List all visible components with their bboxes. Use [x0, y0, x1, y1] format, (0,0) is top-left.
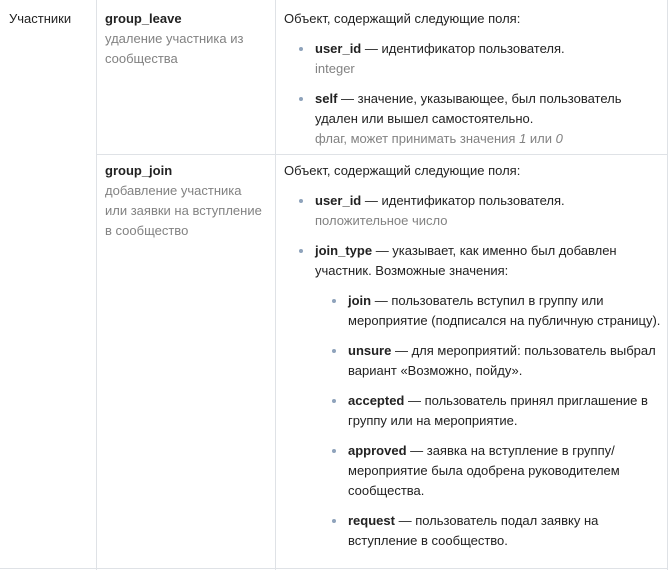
field-type-text: флаг, может принимать значения [315, 131, 520, 146]
value-list [315, 291, 664, 551]
field-type [315, 129, 664, 149]
list-item [315, 441, 664, 501]
list-item [284, 191, 664, 231]
field-description: — идентификатор пользователя. [361, 193, 565, 208]
field-type: положительное число [315, 213, 448, 228]
field-description: — значение, указывающее, был пользователь удален или вышел самостоятельно. [315, 91, 622, 126]
fields-intro: Объект, содержащий следующие поля: [284, 163, 521, 178]
table-row-event [105, 161, 265, 241]
value-name: unsure [348, 343, 392, 358]
field-name: user_id [315, 41, 362, 56]
value-description: — пользователь подал заявку на вступление в сообщество. [348, 513, 599, 548]
value-name: accepted [348, 393, 405, 408]
list-item [315, 341, 664, 381]
row-divider [0, 568, 668, 569]
table-row-fields [284, 9, 664, 149]
list-item [315, 291, 664, 331]
list-item [284, 89, 664, 149]
event-description: удаление участника из сообщества [105, 31, 244, 66]
event-description: добавление участника или заявки на вступление в сообщество [105, 183, 262, 238]
field-type-text: или [526, 131, 556, 146]
list-item [315, 391, 664, 431]
field-name: user_id [315, 193, 362, 208]
value-description: — заявка на вступление в группу/мероприятие была одобрена руководителем сообщества. [348, 443, 620, 498]
list-item [284, 241, 664, 551]
table-row-event [105, 9, 270, 69]
field-list [284, 39, 664, 149]
field-name: join_type [315, 243, 373, 258]
value-description: — для мероприятий: пользователь выбрал вариант «Возможно, пойду». [348, 343, 656, 378]
table-row-fields [284, 161, 664, 551]
value-description: — пользователь вступил в группу или мероприятие (подписался на публичную страницу). [348, 293, 661, 328]
section-label: Участники [9, 11, 72, 26]
column-divider [275, 0, 276, 570]
value-name: join [348, 293, 372, 308]
value-name: request [348, 513, 395, 528]
field-type-value: 1 [519, 131, 527, 146]
value-name: approved [348, 443, 407, 458]
field-description: — идентификатор пользователя. [361, 41, 565, 56]
field-description: — указывает, как именно был добавлен участник. Возможные значения: [315, 243, 617, 278]
field-name: self [315, 91, 338, 106]
field-type: integer [315, 61, 355, 76]
row-divider [96, 154, 668, 155]
field-type-value: 0 [555, 131, 563, 146]
event-name: group_leave [105, 11, 182, 26]
event-name: group_join [105, 163, 173, 178]
table-right-border [667, 0, 668, 570]
field-list [284, 191, 664, 551]
list-item [284, 39, 664, 79]
value-description: — пользователь принял приглашение в группу или на мероприятие. [348, 393, 648, 428]
column-divider [96, 0, 97, 570]
list-item [315, 511, 664, 551]
fields-intro: Объект, содержащий следующие поля: [284, 11, 521, 26]
